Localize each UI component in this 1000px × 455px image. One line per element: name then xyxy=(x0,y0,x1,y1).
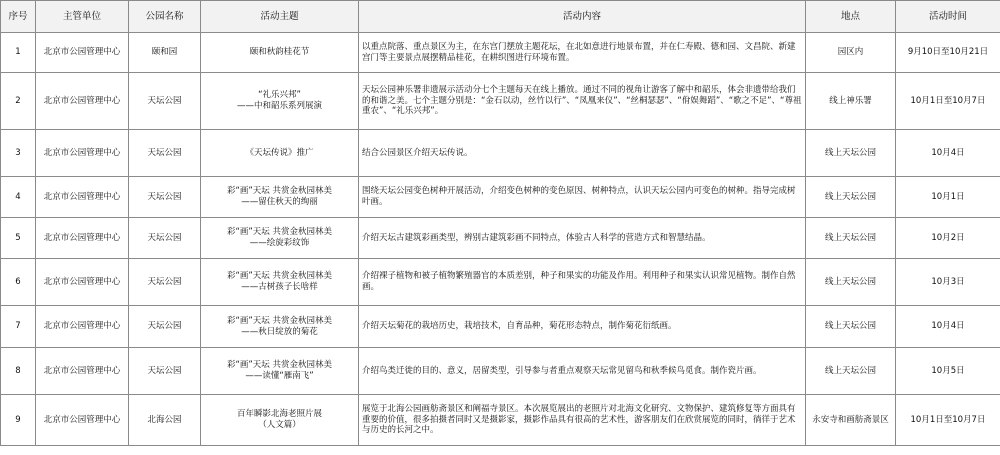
row-index: 9 xyxy=(1,395,36,446)
row-theme: “礼乐兴邦” ——中和韶乐系列展演 xyxy=(201,73,359,130)
row-index: 1 xyxy=(1,33,36,73)
row-time: 10月1日 xyxy=(896,177,1000,218)
row-unit: 北京市公园管理中心 xyxy=(36,177,129,218)
row-park: 天坛公园 xyxy=(129,306,201,348)
row-content: 展览于北海公园画舫斋景区和阐福寺景区。本次展览展出的老照片对北海文化研究、文物保护、建筑修复等方面具有重要的价值，很多拍摄者同时又是摄影家，摄影作品具有很高的艺术性，游客朋友们在欣赏展览的同时，徜徉于艺术与历史的长河之中。 xyxy=(359,395,806,446)
row-time: 10月2日 xyxy=(896,218,1000,259)
row-content: 介绍天坛菊花的栽培历史，栽培技术，自育品种，菊花形态特点，制作菊花衍纸画。 xyxy=(359,306,806,348)
row-park: 天坛公园 xyxy=(129,348,201,395)
row-time: 10月1日至10月7日 xyxy=(896,73,1000,130)
row-theme: 彩“画”天坛 共赏金秋园林美 ——读懂“雁南飞” xyxy=(201,348,359,395)
table-row xyxy=(1,348,1000,395)
row-theme: 彩“画”天坛 共赏金秋园林美 ——绘旋彩纹饰 xyxy=(201,218,359,259)
row-unit: 北京市公园管理中心 xyxy=(36,33,129,73)
row-unit: 北京市公园管理中心 xyxy=(36,395,129,446)
row-unit: 北京市公园管理中心 xyxy=(36,306,129,348)
table-row xyxy=(1,73,1000,130)
row-index: 2 xyxy=(1,73,36,130)
row-theme: 彩“画”天坛 共赏金秋园林美 ——秋日绽放的菊花 xyxy=(201,306,359,348)
row-index: 5 xyxy=(1,218,36,259)
row-theme: 彩“画”天坛 共赏金秋园林美 ——古树孩子长啥样 xyxy=(201,259,359,306)
row-theme: 颐和秋韵桂花节 xyxy=(201,33,359,73)
row-park: 天坛公园 xyxy=(129,130,201,177)
row-place: 线上天坛公园 xyxy=(806,130,896,177)
header-content: 活动内容 xyxy=(359,1,806,33)
row-unit: 北京市公园管理中心 xyxy=(36,218,129,259)
row-park: 天坛公园 xyxy=(129,218,201,259)
row-time: 10月4日 xyxy=(896,130,1000,177)
row-content: 以重点院落、重点景区为主，在东宫门摆放主题花坛，在北如意进行地景布置，并在仁寿殿、德和园、文昌院、新建宫门等主要景点展摆精品桂花，在耕织图进行环境布置。 xyxy=(359,33,806,73)
table-row xyxy=(1,130,1000,177)
header-park: 公园名称 xyxy=(129,1,201,33)
row-content: 结合公园景区介绍天坛传说。 xyxy=(359,130,806,177)
row-place: 园区内 xyxy=(806,33,896,73)
row-place: 线上天坛公园 xyxy=(806,348,896,395)
header-time: 活动时间 xyxy=(896,1,1000,33)
row-index: 8 xyxy=(1,348,36,395)
row-place: 线上天坛公园 xyxy=(806,218,896,259)
row-place: 线上神乐署 xyxy=(806,73,896,130)
row-index: 7 xyxy=(1,306,36,348)
row-place: 线上天坛公园 xyxy=(806,306,896,348)
table-row xyxy=(1,33,1000,73)
row-park: 天坛公园 xyxy=(129,259,201,306)
row-park: 颐和园 xyxy=(129,33,201,73)
header-theme: 活动主题 xyxy=(201,1,359,33)
row-index: 3 xyxy=(1,130,36,177)
row-time: 10月5日 xyxy=(896,348,1000,395)
table-row xyxy=(1,259,1000,306)
row-theme: 《天坛传说》推广 xyxy=(201,130,359,177)
table-row xyxy=(1,218,1000,259)
row-content: 介绍天坛古建筑彩画类型，辨别古建筑彩画不同特点，体验古人科学的营造方式和智慧结晶。 xyxy=(359,218,806,259)
row-unit: 北京市公园管理中心 xyxy=(36,130,129,177)
row-time: 10月4日 xyxy=(896,306,1000,348)
row-time: 10月3日 xyxy=(896,259,1000,306)
row-park: 北海公园 xyxy=(129,395,201,446)
row-place: 线上天坛公园 xyxy=(806,259,896,306)
row-place: 永安寺和画舫斋景区 xyxy=(806,395,896,446)
row-content: 介绍裸子植物和被子植物繁殖器官的本质差别，种子和果实的功能及作用。利用种子和果实认识常见植物。制作自然画。 xyxy=(359,259,806,306)
table-row xyxy=(1,395,1000,446)
table-row xyxy=(1,177,1000,218)
row-content: 介绍鸟类迁徙的目的、意义，居留类型，引导参与者重点观察天坛常见留鸟和秋季候鸟觅食。制作瓷片画。 xyxy=(359,348,806,395)
header-index: 序号 xyxy=(1,1,36,33)
row-index: 4 xyxy=(1,177,36,218)
row-theme: 彩“画”天坛 共赏金秋园林美 ——留住秋天的绚丽 xyxy=(201,177,359,218)
table-row xyxy=(1,306,1000,348)
header-unit: 主管单位 xyxy=(36,1,129,33)
row-time: 10月1日至10月7日 xyxy=(896,395,1000,446)
row-unit: 北京市公园管理中心 xyxy=(36,73,129,130)
row-content: 围绕天坛公园变色树种开展活动，介绍变色树种的变色原因、树种特点，认识天坛公园内可变色的树种。指导完成树叶画。 xyxy=(359,177,806,218)
row-unit: 北京市公园管理中心 xyxy=(36,348,129,395)
row-park: 天坛公园 xyxy=(129,73,201,130)
header-place: 地点 xyxy=(806,1,896,33)
row-time: 9月10日至10月21日 xyxy=(896,33,1000,73)
row-place: 线上天坛公园 xyxy=(806,177,896,218)
row-unit: 北京市公园管理中心 xyxy=(36,259,129,306)
row-content: 天坛公园神乐署非遗展示活动分七个主题每天在线上播放。通过不同的视角让游客了解中和韶乐，体会非遗带给我们的和谐之美。七个主题分别是：“金石以动，丝竹以行”、“凤凰来仪”、“丝桐瑟瑟”、“佾娱舞蹈”、“歌之不足”、“尊祖重农”、“礼乐兴邦”。 xyxy=(359,73,806,130)
row-index: 6 xyxy=(1,259,36,306)
row-theme: 百年瞬影北海老照片展 （人文篇） xyxy=(201,395,359,446)
row-park: 天坛公园 xyxy=(129,177,201,218)
header-row xyxy=(1,1,1000,33)
